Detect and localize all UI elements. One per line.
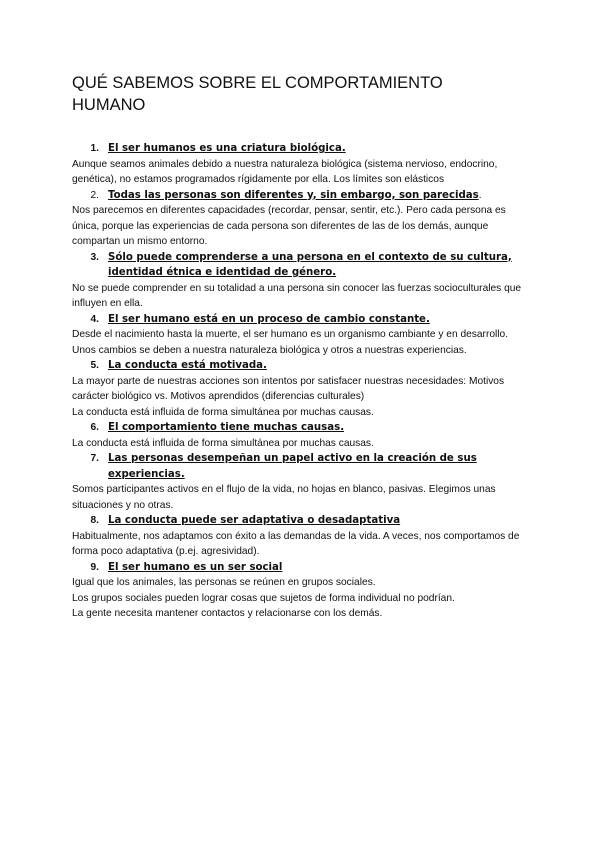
- section-heading: La conducta puede ser adaptativa o desadaptativa: [108, 515, 401, 526]
- section-heading-row: [72, 358, 532, 374]
- section-heading-wrap: [108, 420, 344, 436]
- section-paragraph: Desde el nacimiento hasta la muerte, el ser humano es un organismo cambiante y en desarrollo. Unos cambios se deben a nuestra naturaleza biológica y otros a nuestras experiencias.: [72, 329, 509, 356]
- section-heading-row: [72, 188, 532, 204]
- list-number: 3.: [90, 251, 99, 263]
- section-paragraph: La conducta está influida de forma simultánea por muchas causas.: [72, 406, 374, 418]
- list-number: 9.: [90, 561, 99, 573]
- section-paragraph: Nos parecemos en diferentes capacidades (recordar, pensar, sentir, etc.). Pero cada persona es única, porque las experiencias de cada persona son diferentes de las de los demás, aunque compartan un mismo entorno.: [72, 205, 506, 247]
- section-8: [72, 513, 532, 560]
- list-number: 8.: [90, 515, 99, 526]
- section-3: [72, 250, 532, 312]
- list-number: 6.: [90, 422, 99, 433]
- section-heading-row: [72, 451, 532, 482]
- section-paragraph: La mayor parte de nuestras acciones son intentos por satisfacer nuestras necesidades: Motivos carácter biológico vs. Motivos aprendidos (diferencias culturales): [72, 375, 505, 402]
- section-heading: El ser humanos es una criatura biológica.: [108, 143, 346, 154]
- section-heading-row: [72, 312, 532, 328]
- list-number: 2.: [90, 189, 99, 201]
- list-number: 5.: [90, 360, 99, 371]
- section-heading-wrap: [108, 312, 430, 328]
- list-number: 7.: [90, 453, 99, 464]
- heading-suffix: .: [478, 189, 482, 201]
- section-paragraph: Igual que los animales, las personas se reúnen en grupos sociales.: [72, 577, 376, 588]
- section-heading-row: [72, 141, 532, 157]
- section-4: [72, 312, 532, 359]
- section-heading: Todas las personas son diferentes y, sin embargo, son parecidas: [108, 189, 479, 201]
- section-heading-row: [72, 513, 532, 529]
- section-heading-row: [72, 420, 532, 436]
- list-number: 4.: [90, 313, 99, 325]
- page-title: QUÉ SABEMOS SOBRE EL COMPORTAMIENTO HUMANO: [72, 74, 443, 114]
- list-number: 1.: [90, 143, 99, 154]
- section-7: [72, 451, 532, 513]
- section-paragraph: Habitualmente, nos adaptamos con éxito a las demandas de la vida. A veces, nos comportamos de forma poco adaptativa (p.ej. agresividad).: [72, 530, 520, 557]
- section-paragraph: La gente necesita mantener contactos y relacionarse con los demás.: [72, 608, 383, 619]
- section-paragraph: La conducta está influida de forma simultánea por muchas causas.: [72, 437, 374, 449]
- section-heading-row: [72, 250, 532, 281]
- section-heading: El ser humano está en un proceso de cambio constante.: [108, 313, 430, 325]
- section-heading-wrap: [108, 250, 532, 281]
- section-paragraph: No se puede comprender en su totalidad a una persona sin conocer las fuerzas socioculturales que influyen en ella.: [72, 282, 522, 309]
- section-heading-wrap: [108, 451, 532, 482]
- section-heading-wrap: [108, 513, 400, 529]
- section-heading: Sólo puede comprenderse a una persona en el contexto de su cultura, identidad étnica e identidad de género.: [108, 251, 512, 278]
- section-paragraph: Aunque seamos animales debido a nuestra naturaleza biológica (sistema nervioso, endocrino, genética), no estamos programados rígidamente por ella. Los límites son elásticos: [72, 158, 498, 185]
- section-paragraph: Somos participantes activos en el flujo de la vida, no hojas en blanco, pasivas. Elegimos unas situaciones y no otras.: [72, 484, 496, 511]
- section-heading-wrap: [108, 188, 482, 204]
- section-5: [72, 358, 532, 420]
- section-heading: El ser humano es un ser social: [108, 561, 283, 573]
- section-2: [72, 188, 532, 250]
- section-heading-wrap: [108, 560, 282, 576]
- section-heading: La conducta está motivada.: [108, 360, 267, 371]
- section-heading-wrap: [108, 141, 346, 157]
- section-6: [72, 420, 532, 451]
- section-9: [72, 560, 532, 622]
- section-heading-row: [72, 560, 532, 576]
- section-1: [72, 141, 532, 188]
- section-heading-wrap: [108, 358, 267, 374]
- section-heading: Las personas desempeñan un papel activo en la creación de sus experiencias.: [108, 453, 477, 480]
- document-body: [72, 141, 532, 622]
- section-paragraph: Los grupos sociales pueden lograr cosas que sujetos de forma individual no podrían.: [72, 592, 455, 604]
- section-heading: El comportamiento tiene muchas causas.: [108, 422, 345, 433]
